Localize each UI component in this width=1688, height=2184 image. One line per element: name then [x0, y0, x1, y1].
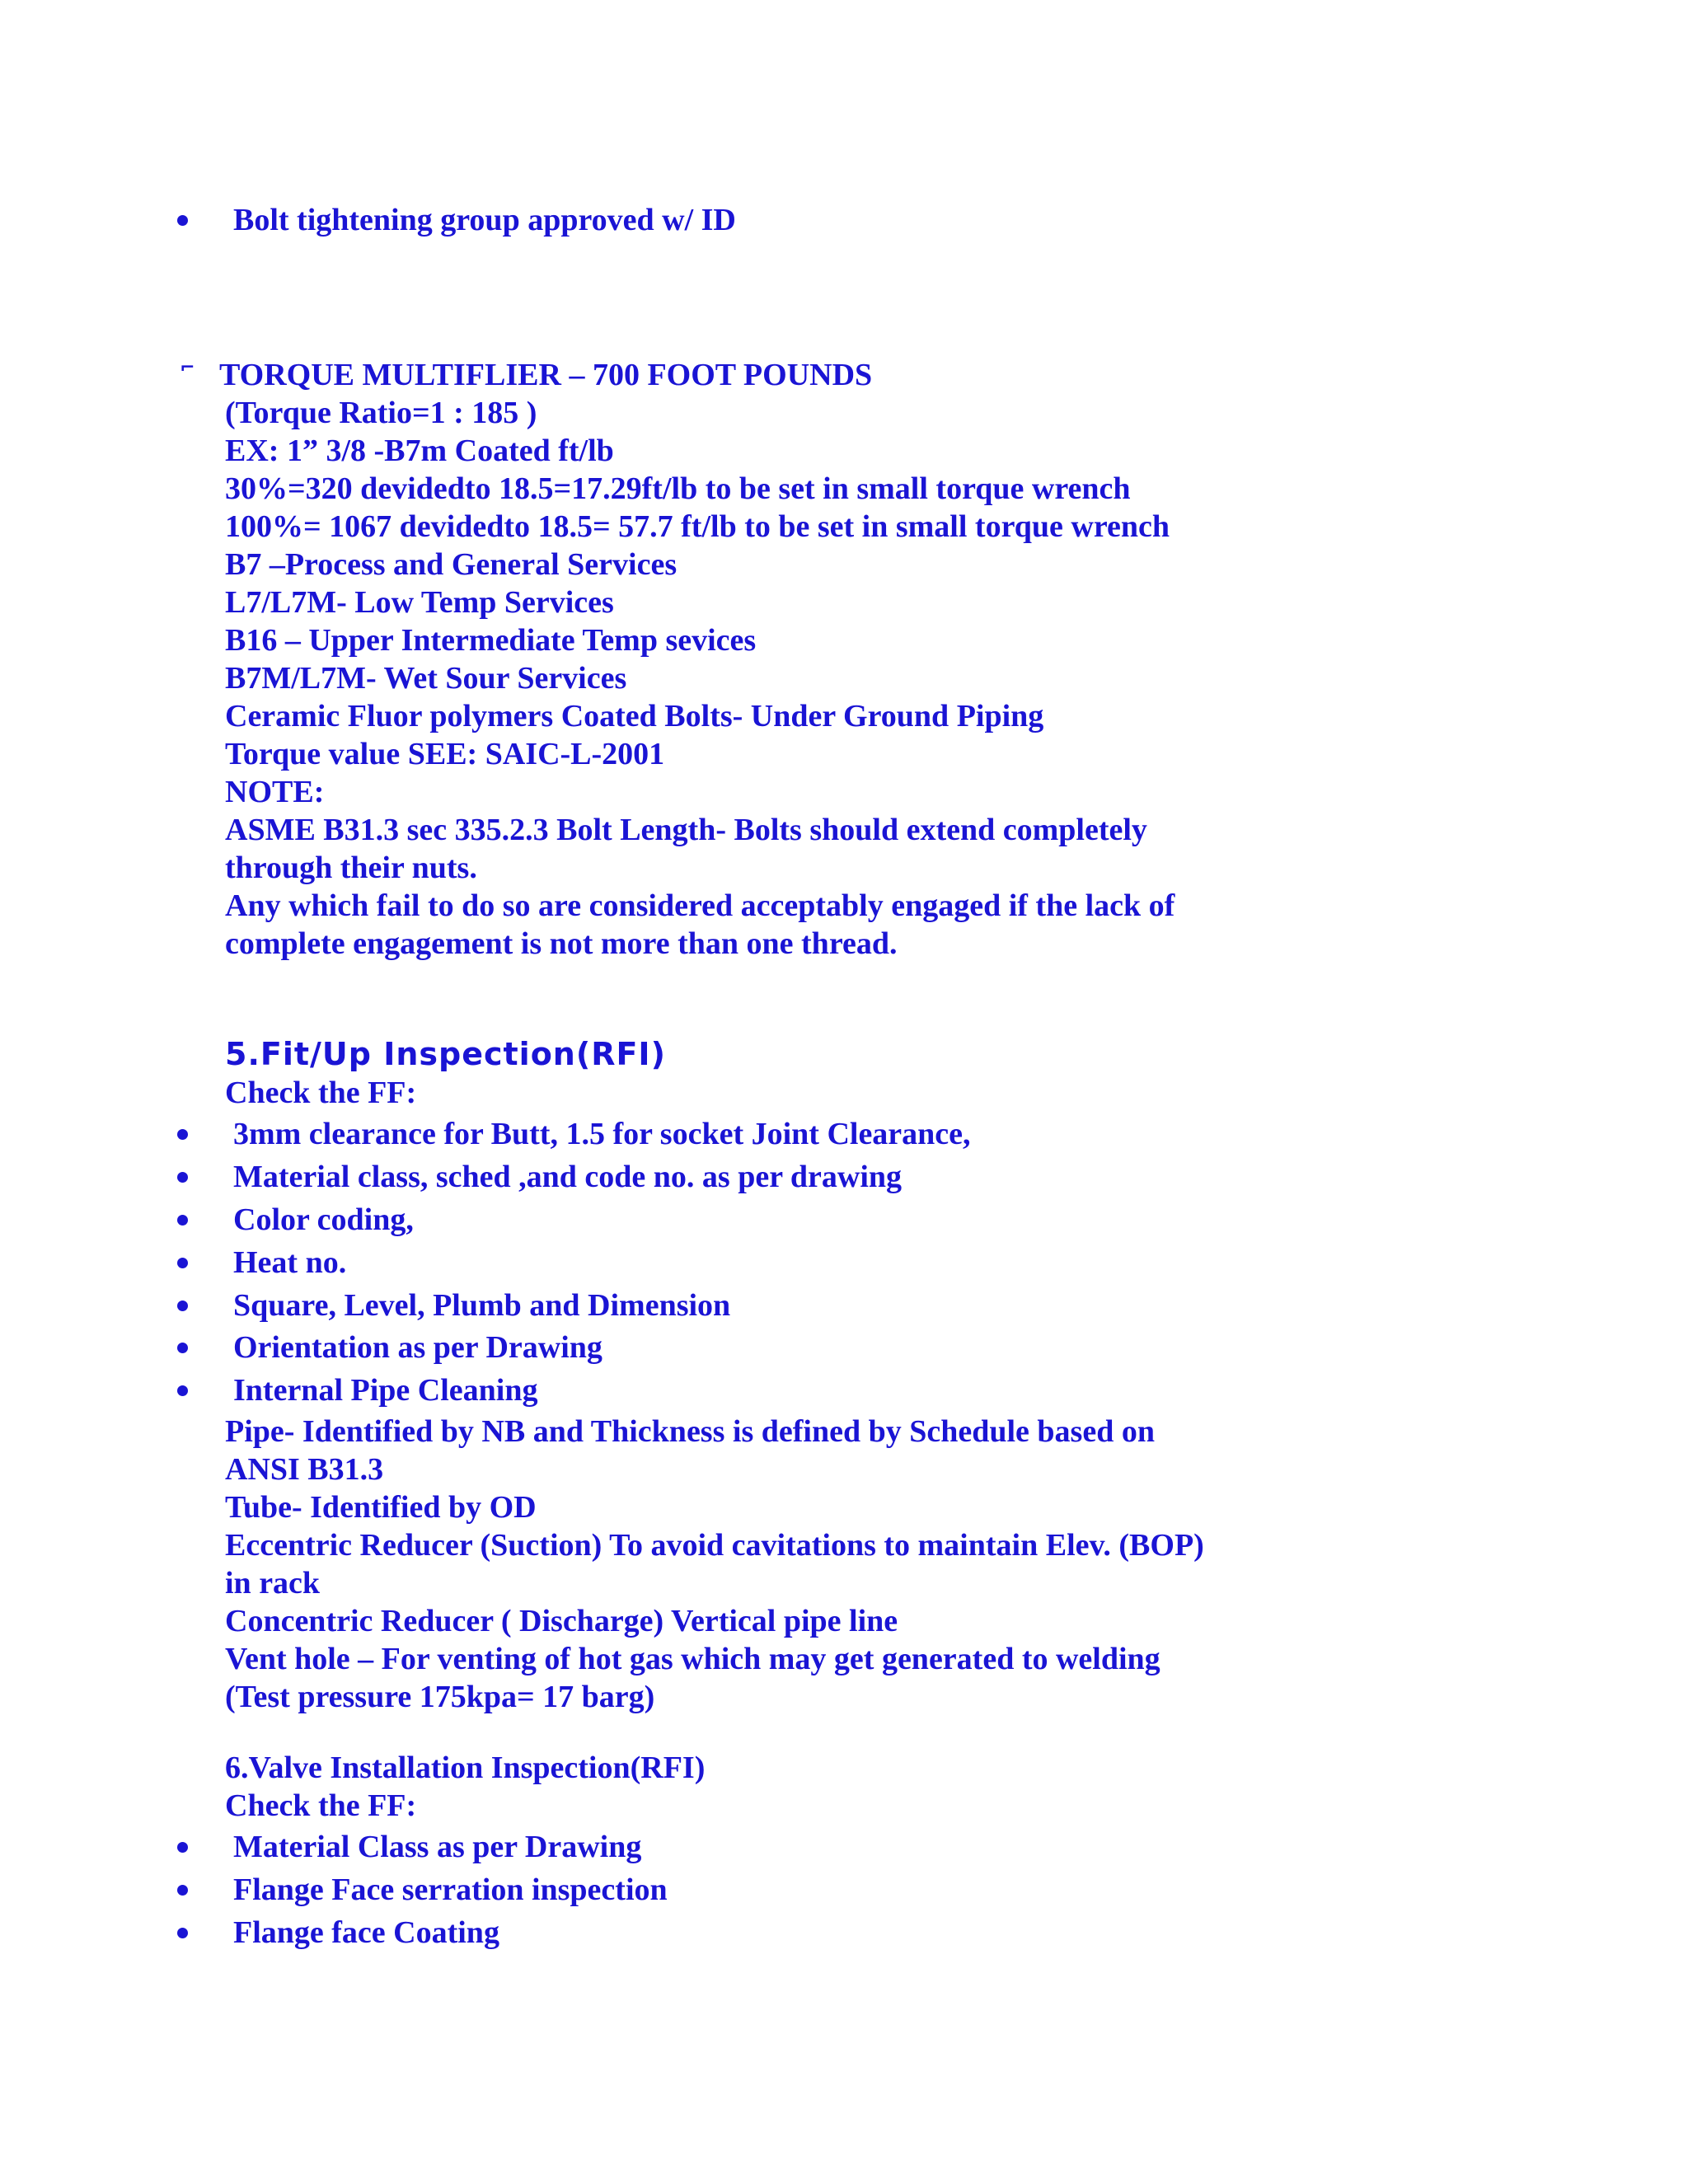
torque-line: through their nuts. — [225, 851, 477, 885]
bullet-icon — [177, 1129, 188, 1140]
bullet-icon — [177, 215, 188, 226]
fitup-bullet-text: Color coding, — [233, 1202, 414, 1237]
fitup-bullet-text: Square, Level, Plumb and Dimension — [233, 1288, 731, 1323]
valve-bullet-text: Material Class as per Drawing — [233, 1830, 642, 1864]
fitup-check-label: Check the FF: — [225, 1076, 417, 1110]
torque-line: (Torque Ratio=1 : 185 ) — [225, 396, 537, 430]
fitup-line: Vent hole – For venting of hot gas which may get generated to welding — [225, 1642, 1160, 1676]
fitup-line: Tube- Identified by OD — [225, 1490, 537, 1525]
fitup-heading: 5.Fit/Up Inspection(RFI) — [225, 1036, 666, 1072]
bullet-icon — [177, 1215, 188, 1226]
fitup-line: (Test pressure 175kpa= 17 barg) — [225, 1680, 655, 1714]
fitup-bullet-text: Heat no. — [233, 1245, 347, 1280]
torque-line: 100%= 1067 devidedto 18.5= 57.7 ft/lb to be set in small torque wrench — [225, 509, 1170, 544]
bullet-icon — [177, 1842, 188, 1853]
fitup-bullet-text: Internal Pipe Cleaning — [233, 1373, 538, 1408]
torque-line: ASME B31.3 sec 335.2.3 Bolt Length- Bolts should extend completely — [225, 813, 1147, 847]
torque-title: TORQUE MULTIFLIER – 700 FOOT POUNDS — [219, 358, 873, 392]
fitup-bullet-text: 3mm clearance for Butt, 1.5 for socket Joint Clearance, — [233, 1117, 971, 1151]
bullet-icon — [177, 1258, 188, 1268]
bullet-icon — [177, 1928, 188, 1938]
bullet-icon — [177, 1172, 188, 1183]
torque-line: EX: 1” 3/8 -B7m Coated ft/lb — [225, 434, 614, 468]
torque-line: B7 –Process and General Services — [225, 547, 678, 582]
valve-heading: 6.Valve Installation Inspection(RFI) — [225, 1750, 706, 1785]
top-bullet-text: Bolt tightening group approved w/ ID — [233, 203, 736, 237]
fitup-bullet-text: Material class, sched ,and code no. as per drawing — [233, 1160, 903, 1194]
fitup-line: in rack — [225, 1566, 321, 1601]
valve-bullet-text: Flange Face serration inspection — [233, 1872, 668, 1907]
torque-line: Torque value SEE: SAIC-L-2001 — [225, 737, 665, 771]
torque-line: B16 – Upper Intermediate Temp sevices — [225, 623, 757, 658]
fitup-line: Pipe- Identified by NB and Thickness is defined by Schedule based on — [225, 1414, 1155, 1449]
bullet-icon — [177, 1885, 188, 1896]
bullet-icon — [177, 1343, 188, 1353]
bullet-icon — [177, 1301, 188, 1311]
fitup-bullet-text: Orientation as per Drawing — [233, 1330, 603, 1365]
torque-line: B7M/L7M- Wet Sour Services — [225, 661, 627, 696]
fitup-line: Concentric Reducer ( Discharge) Vertical pipe line — [225, 1604, 898, 1638]
bullet-icon — [177, 1385, 188, 1396]
torque-line: complete engagement is not more than one thread. — [225, 926, 898, 961]
torque-line: L7/L7M- Low Temp Services — [225, 585, 614, 620]
torque-marker-icon: ⌐ — [180, 358, 195, 378]
torque-note-label: NOTE: — [225, 775, 325, 809]
valve-bullet-text: Flange face Coating — [233, 1915, 499, 1950]
fitup-line: ANSI B31.3 — [225, 1452, 384, 1487]
torque-line: Any which fail to do so are considered acceptably engaged if the lack of — [225, 888, 1175, 923]
torque-line: Ceramic Fluor polymers Coated Bolts- Under Ground Piping — [225, 699, 1044, 733]
torque-line: 30%=320 devidedto 18.5=17.29ft/lb to be set in small torque wrench — [225, 471, 1131, 506]
valve-check-label: Check the FF: — [225, 1788, 417, 1823]
fitup-line: Eccentric Reducer (Suction) To avoid cavitations to maintain Elev. (BOP) — [225, 1528, 1204, 1563]
